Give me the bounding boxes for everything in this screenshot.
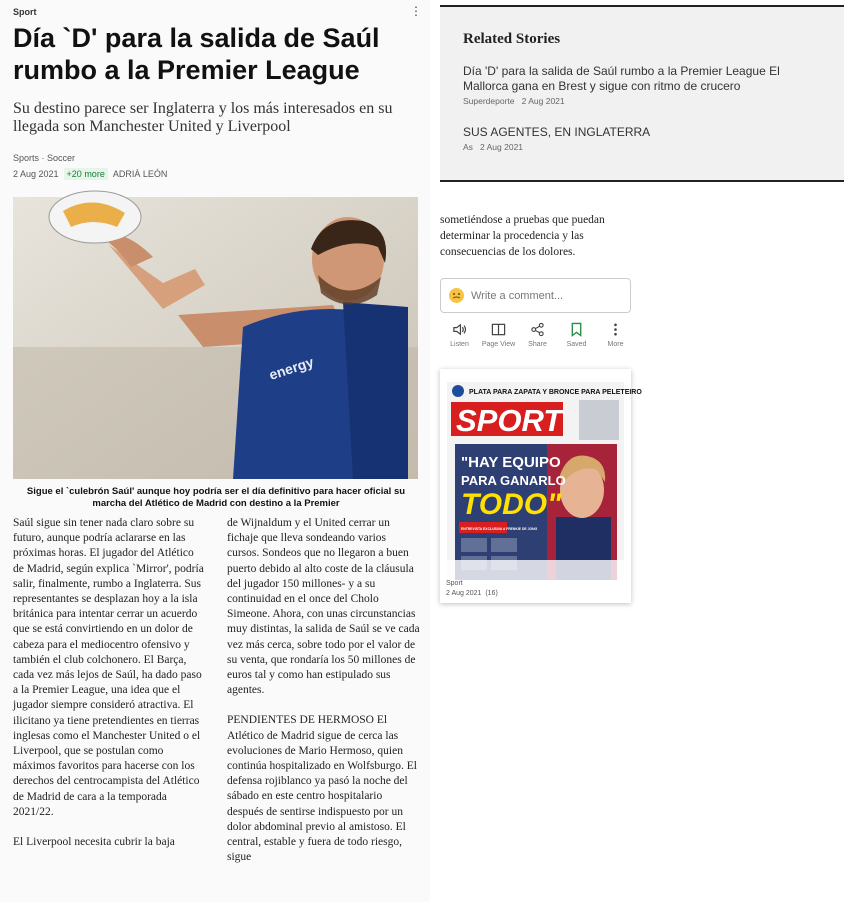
more-label: More	[607, 341, 624, 348]
shirt-sponsor: energy	[266, 353, 316, 383]
cover-headline-2: PARA GANARLO	[461, 473, 566, 488]
player-illustration	[13, 197, 418, 479]
cover-headline-1: "HAY EQUIPO	[461, 454, 561, 471]
article-paragraph: PENDIENTES DE HERMOSO El Atlético de Madrid sigue de cerca las evoluciones de Mario Hermoso, quien continúa hospitalizado en Wolfsburgo. El defensa rojiblanco ya pasó la noche del sábado en este centro hospitalario después de sentirse indispuesto por un dolor abdominal previo al amistoso. El central, estable y fuera de todo riesgo, sigue	[227, 714, 417, 864]
article-paragraph: de Wijnaldum y el United cerrar un fichaje que lleva sondeando varios cursos. Sondeos que no llegaron a buen puerto debido al alto coste de la cláusula del jugador 150 millones- y a su continuidad en el once del Cholo Simeone. Ahora, con unas circunstancias muy distintas, la salida de Saúl se ve cada vez más cerca, sobre todo por el valor de su venta, que rondaría los 50 millones de euros tal y como han estipulado sus agentes.	[227, 517, 420, 697]
article-categories[interactable]: Sports · Soccer	[13, 153, 76, 163]
article-photo	[13, 197, 418, 479]
related-story-title[interactable]: Día 'D' para la salida de Saúl rumbo a la Premier League El Mallorca gana en Brest y sigue con ritmo de crucero	[463, 64, 780, 93]
related-story-date: 2 Aug 2021	[480, 142, 524, 152]
comment-input[interactable]	[440, 278, 631, 313]
related-story-source: Superdeporte	[463, 96, 515, 106]
article-author: ADRIÀ LEÓN	[112, 169, 168, 179]
saved-button[interactable]	[557, 322, 596, 348]
more-vertical-icon	[608, 322, 623, 337]
more-button[interactable]	[596, 322, 635, 348]
page-view-button[interactable]	[479, 322, 518, 348]
article-paragraph: Saúl sigue sin tener nada claro sobre su futuro, aunque podría aclararse en las próximas horas. El jugador del Atlético de Madrid, según explica `Mirror', podría salir, finalmente, rumbo a Inglaterra. Sus representantes se desplazan hoy a la isla británica para intentar cerrar un acuerdo que se está convirtiendo en un dolor de cabeza para el mediocentro ofensivo y también el club colchonero. El Barça, cada vez más lejos de Saúl, ha dado paso a la Premier League, una idea que el jugador siempre consideró atractiva. El ilicitano ya tiene pretendientes en tierras inglesas como el Manchester United o el Liverpool, que se postulan como máximos favoritos para hacerse con los derechos del centrocampista del Atlético de Madrid de cara a la temporada 2021/22.	[13, 517, 204, 818]
cover-logo: SPORT	[456, 403, 563, 438]
emoji-icon[interactable]	[449, 288, 464, 303]
saved-label: Saved	[566, 341, 587, 348]
bookmark-icon	[569, 322, 584, 337]
comment-placeholder: Write a comment...	[471, 289, 564, 302]
article-column-2	[227, 516, 420, 880]
article-continuation: sometiéndose a pruebas que puedan determinar la procedencia y las consecuencias de los dolores.	[440, 214, 605, 258]
more-vertical-icon[interactable]: ⋮	[410, 4, 422, 18]
article-title: Día `D' para la salida de Saúl rumbo a la Premier League	[13, 23, 380, 85]
listen-label: Listen	[450, 341, 469, 348]
article-date: 2 Aug 2021	[13, 169, 59, 179]
article-meta	[13, 168, 167, 180]
page-view-icon	[491, 322, 506, 337]
speaker-icon	[452, 322, 467, 337]
magazine-source: Sport	[446, 580, 463, 587]
magazine-pages: (16)	[485, 590, 498, 597]
listen-button[interactable]	[440, 322, 479, 348]
magazine-cover[interactable]	[447, 382, 642, 580]
article-toolbar	[440, 322, 635, 348]
magazine-card[interactable]	[440, 369, 642, 603]
related-stories-heading: Related Stories	[463, 31, 561, 47]
share-label: Share	[528, 341, 547, 348]
cover-illustration	[447, 382, 642, 580]
related-story-meta	[463, 96, 823, 106]
magazine-date-line	[446, 590, 498, 597]
cover-kicker: ENTREVISTA EXCLUSIVA A FRENKIE DE JONG	[461, 527, 538, 531]
article-column-1	[13, 516, 206, 865]
cover-headline-3: TODO"	[461, 488, 562, 521]
magazine-date: 2 Aug 2021	[446, 590, 482, 597]
related-story-title[interactable]: SUS AGENTES, EN INGLATERRA	[463, 125, 651, 139]
article-paragraph: El Liverpool necesita cubrir la baja	[13, 836, 175, 849]
related-story-date: 2 Aug 2021	[521, 96, 565, 106]
share-button[interactable]	[518, 322, 557, 348]
related-story[interactable]	[463, 125, 823, 152]
cover-banner: PLATA PARA ZAPATA Y BRONCE PARA PELETEIRO	[469, 389, 642, 396]
photo-caption: Sigue el `culebrón Saúl' aunque hoy podría ser el día definitivo para hacer oficial su marcha del Atlético de Madrid con destino a la Premier	[26, 486, 406, 509]
related-story-meta	[463, 142, 823, 152]
related-story-source: As	[463, 142, 473, 152]
share-icon	[530, 322, 545, 337]
article-subtitle: Su destino parece ser Inglaterra y los más interesados en su llegada son Manchester United y Liverpool	[13, 100, 393, 135]
more-badge[interactable]: +20 more	[64, 168, 108, 180]
page-view-label: Page View	[481, 341, 516, 348]
related-story[interactable]	[463, 64, 823, 106]
section-label[interactable]: Sport	[13, 7, 37, 17]
related-stories-panel	[440, 5, 844, 182]
